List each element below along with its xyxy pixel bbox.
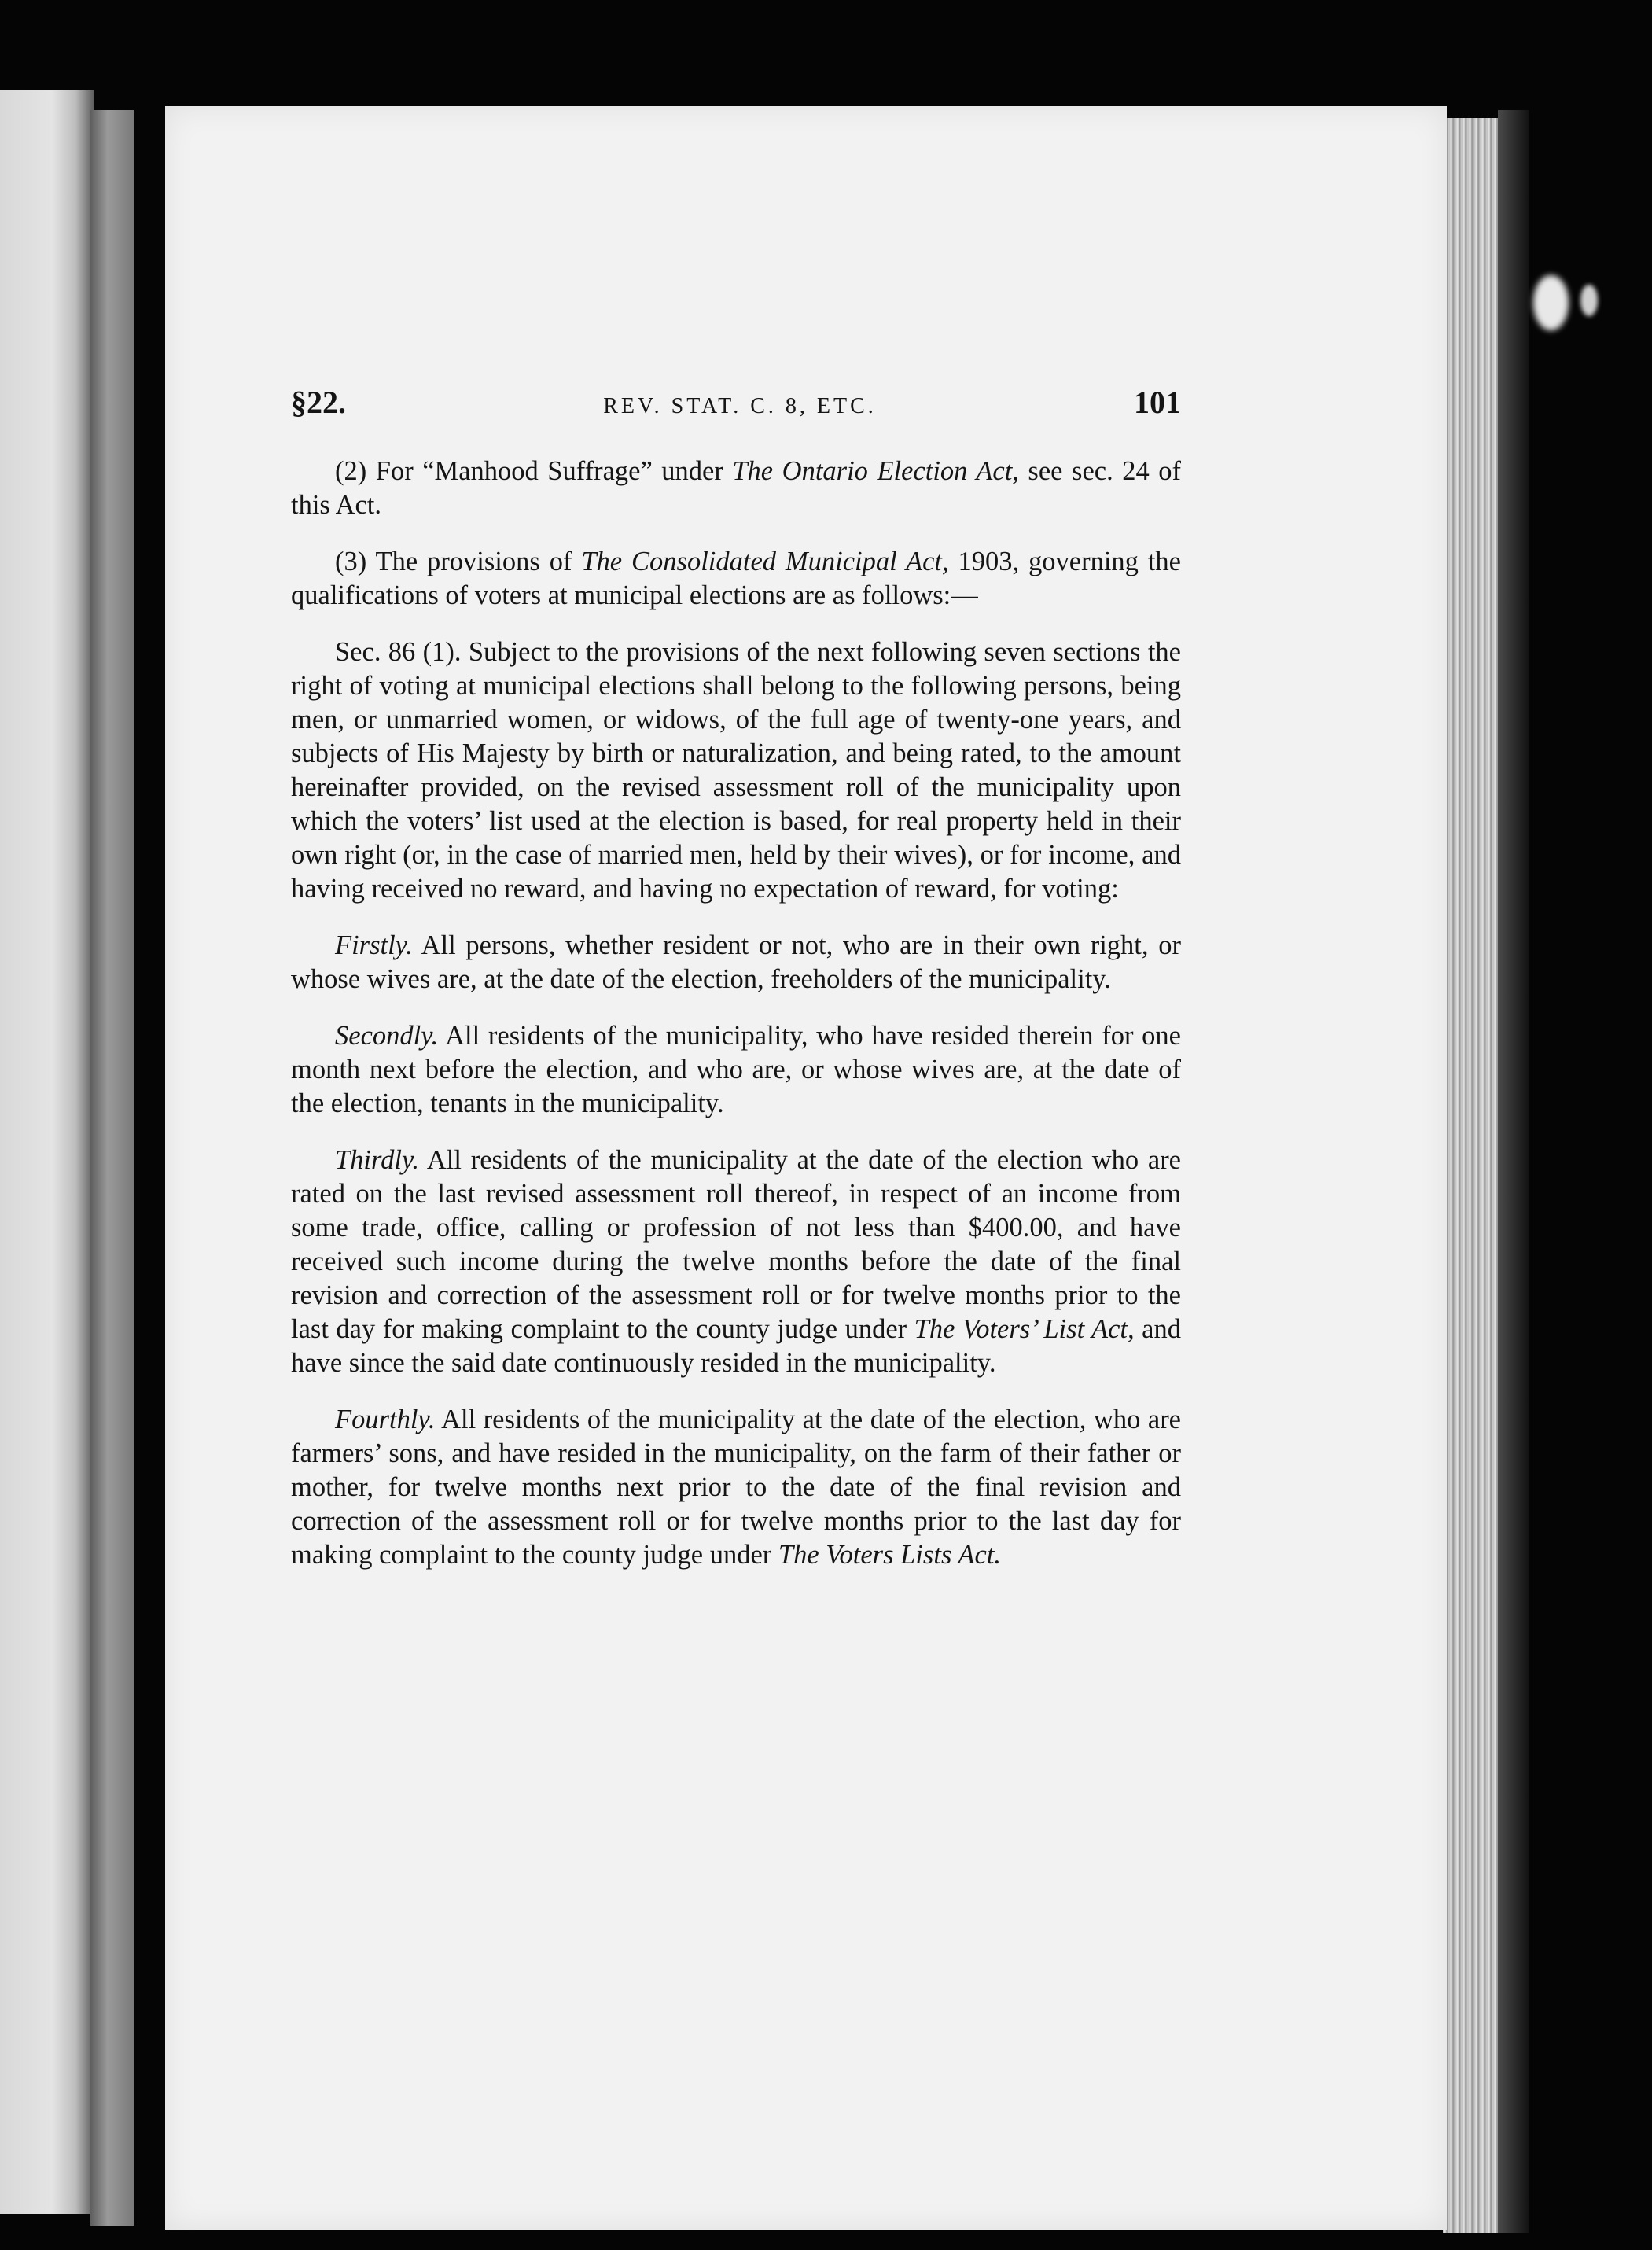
clause-label: Firstly. xyxy=(335,930,413,960)
paragraph-3: (3) The provisions of The Consolidated Municipal Act, 1903, governing the qualifications of voters at municipal elections are as follows:— xyxy=(291,547,1181,610)
film-artifact xyxy=(1533,275,1569,330)
page-text xyxy=(291,385,1181,1595)
right-shadow xyxy=(1498,110,1529,2233)
clause-fourthly: Fourthly. All residents of the municipality at the date of the election, who are farmers’ sons, and have resided in the municipality, on the farm of their father or mother, for twelve months next prior to the date of the final revision and correction of the assessment roll or for twelve months prior to the last day for making complaint to the county judge under The Voters Lists Act. xyxy=(291,1405,1181,1570)
clause-label: Secondly. xyxy=(335,1021,439,1051)
page-number: 101 xyxy=(1134,385,1181,420)
act-title: The Voters’ List Act, xyxy=(914,1314,1135,1344)
page-stack-edge xyxy=(1443,118,1506,2233)
binding-shadow xyxy=(90,110,134,2226)
clause-label: Fourthly. xyxy=(335,1405,436,1434)
left-page-edge xyxy=(0,90,94,2214)
running-header xyxy=(291,385,1181,423)
section-86: Sec. 86 (1). Subject to the provisions of the next following seven sections the right of voting at municipal elections shall belong to the following persons, being men, or unmarried women, or widows, of the full age of twenty-one years, and subjects of His Majesty by birth or naturalization, and being rated, to the amount hereinafter provided, on the revised assessment roll of the municipality upon which the voters’ list used at the election is based, for real property held in their own right (or, in the case of married men, held by their wives), or for income, and having received no reward, and having no expectation of reward, for voting: xyxy=(291,637,1181,904)
act-title: The Ontario Election Act, xyxy=(732,456,1019,486)
act-title: The Voters Lists Act. xyxy=(778,1540,1001,1570)
film-artifact xyxy=(1580,285,1598,316)
clause-secondly: Secondly. All residents of the municipality, who have resided therein for one month next before the election, and who are, or whose wives are, at the date of the election, tenants in the municipality. xyxy=(291,1021,1181,1118)
running-head: REV. STAT. C. 8, ETC. xyxy=(603,394,877,418)
clause-thirdly: Thirdly. All residents of the municipality at the date of the election who are rated on the last revised assessment roll thereof, in respect of an income from some trade, office, calling or profession of not less than $400.00, and have received such income during the twelve months before the date of the final revision and correction of the assessment roll or for twelve months prior to the last day for making complaint to the county judge under The Voters’ List Act, and have since the said date continuously resided in the municipality. xyxy=(291,1145,1181,1378)
clause-firstly: Firstly. All persons, whether resident or not, who are in their own right, or whose wives are, at the date of the election, freeholders of the municipality. xyxy=(291,930,1181,994)
paragraph-2: (2) For “Manhood Suffrage” under The Ontario Election Act, see sec. 24 of this Act. xyxy=(291,456,1181,520)
act-title: The Consolidated Municipal Act, xyxy=(581,547,949,576)
section-reference: §22. xyxy=(291,385,346,420)
clause-label: Thirdly. xyxy=(335,1145,420,1175)
